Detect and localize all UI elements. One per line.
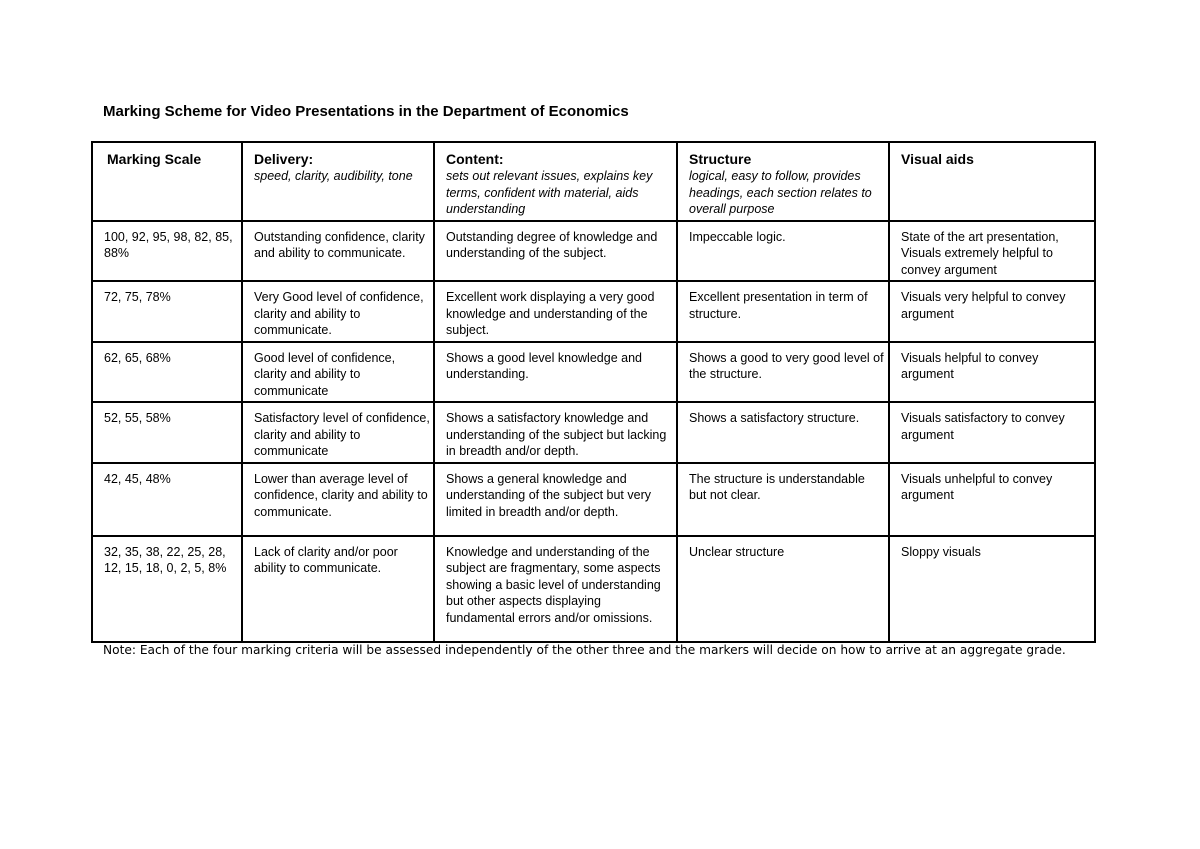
table-row	[92, 402, 1095, 463]
cell-structure: Unclear structure	[677, 536, 889, 642]
cell-visual-aids: Sloppy visuals	[889, 536, 1095, 642]
header-title: Content:	[446, 151, 504, 167]
document-title: Marking Scheme for Video Presentations in the Department of Economics	[103, 103, 629, 120]
header-title: Visual aids	[901, 151, 974, 167]
cell-delivery: Lack of clarity and/or poor ability to communicate.	[242, 536, 434, 642]
table-row	[92, 536, 1095, 642]
cell-content: Shows a good level knowledge and understanding.	[434, 342, 677, 403]
cell-delivery: Lower than average level of confidence, clarity and ability to communicate.	[242, 463, 434, 536]
cell-content: Excellent work displaying a very good knowledge and understanding of the subject.	[434, 281, 677, 342]
footnote	[103, 640, 1073, 661]
note-text: Each of the four marking criteria will be assessed independently of the other three and the markers will decide on how to arrive at an aggregate grade.	[139, 643, 1066, 657]
cell-visual-aids: Visuals satisfactory to convey argument	[889, 402, 1095, 463]
header-subtitle: speed, clarity, audibility, tone	[254, 169, 413, 183]
header-delivery	[242, 142, 434, 221]
header-title: Structure	[689, 151, 752, 167]
cell-delivery: Outstanding confidence, clarity and ability to communicate.	[242, 221, 434, 282]
header-structure	[677, 142, 889, 221]
cell-visual-aids: Visuals very helpful to convey argument	[889, 281, 1095, 342]
cell-scale: 32, 35, 38, 22, 25, 28, 12, 15, 18, 0, 2, 5, 8%	[92, 536, 242, 642]
header-visual-aids	[889, 142, 1095, 221]
table-header-row	[92, 142, 1095, 221]
cell-structure: Shows a satisfactory structure.	[677, 402, 889, 463]
header-subtitle: sets out relevant issues, explains key terms, confident with material, aids understanding	[446, 169, 653, 216]
header-title: Delivery:	[254, 151, 314, 167]
note-label: Note:	[103, 643, 136, 657]
cell-visual-aids: Visuals unhelpful to convey argument	[889, 463, 1095, 536]
table-row	[92, 281, 1095, 342]
cell-structure: Impeccable logic.	[677, 221, 889, 282]
cell-scale: 62, 65, 68%	[92, 342, 242, 403]
header-title: Marking Scale	[107, 151, 202, 167]
cell-scale: 100, 92, 95, 98, 82, 85, 88%	[92, 221, 242, 282]
cell-visual-aids: State of the art presentation, Visuals extremely helpful to convey argument	[889, 221, 1095, 282]
header-subtitle: logical, easy to follow, provides headings, each section relates to overall purpose	[689, 169, 872, 216]
cell-visual-aids: Visuals helpful to convey argument	[889, 342, 1095, 403]
table-row	[92, 463, 1095, 536]
cell-content: Knowledge and understanding of the subject are fragmentary, some aspects showing a basic level of understanding but other aspects displaying fundamental errors and/or omissions.	[434, 536, 677, 642]
marking-scheme-table	[91, 141, 1096, 643]
header-marking-scale	[92, 142, 242, 221]
header-content	[434, 142, 677, 221]
cell-structure: The structure is understandable but not clear.	[677, 463, 889, 536]
cell-content: Shows a general knowledge and understanding of the subject but very limited in breadth and/or depth.	[434, 463, 677, 536]
cell-structure: Excellent presentation in term of structure.	[677, 281, 889, 342]
cell-delivery: Very Good level of confidence, clarity and ability to communicate.	[242, 281, 434, 342]
cell-content: Shows a satisfactory knowledge and understanding of the subject but lacking in breadth and/or depth.	[434, 402, 677, 463]
table-row	[92, 221, 1095, 282]
cell-scale: 72, 75, 78%	[92, 281, 242, 342]
cell-structure: Shows a good to very good level of the structure.	[677, 342, 889, 403]
cell-delivery: Satisfactory level of confidence, clarity and ability to communicate	[242, 402, 434, 463]
cell-scale: 52, 55, 58%	[92, 402, 242, 463]
cell-content: Outstanding degree of knowledge and understanding of the subject.	[434, 221, 677, 282]
cell-delivery: Good level of confidence, clarity and ability to communicate	[242, 342, 434, 403]
cell-scale: 42, 45, 48%	[92, 463, 242, 536]
table-row	[92, 342, 1095, 403]
